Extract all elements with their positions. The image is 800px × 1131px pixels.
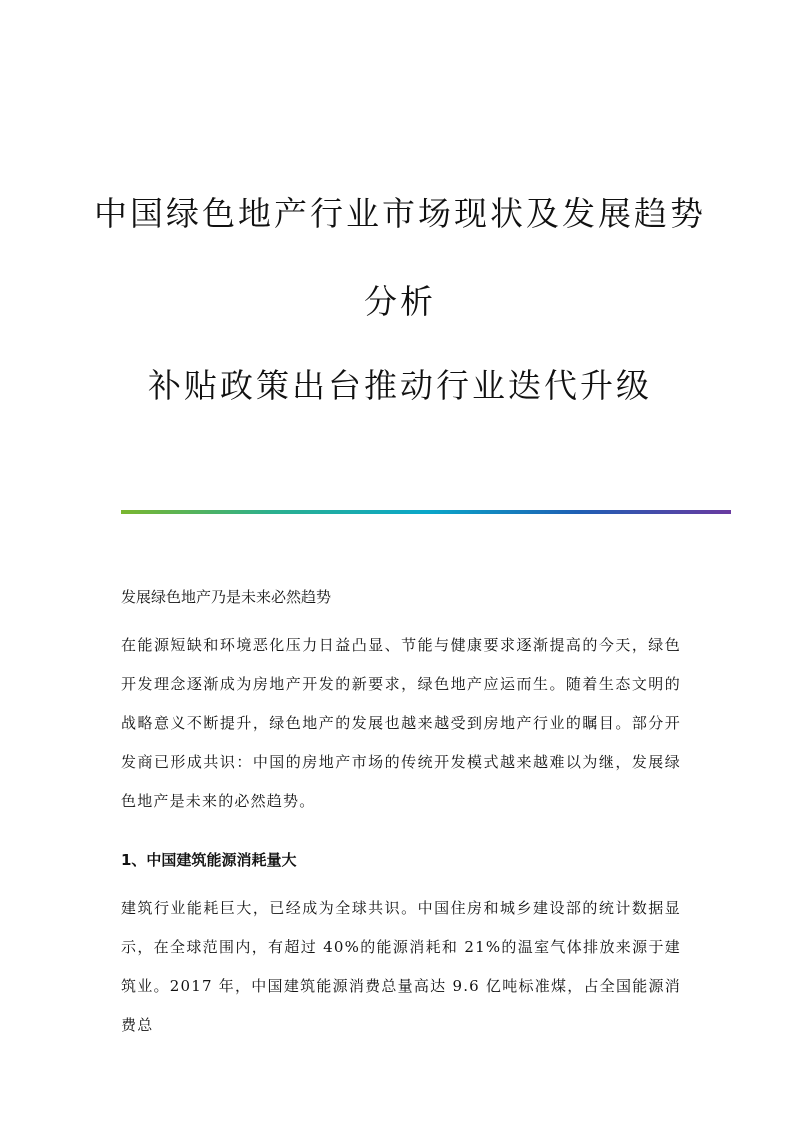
section-heading-energy: 1、中国建筑能源消耗量大 (121, 851, 297, 869)
gradient-divider (121, 510, 731, 514)
document-title-line2: 分析 (364, 282, 436, 321)
document-subtitle: 补贴政策出台推动行业迭代升级 (148, 366, 652, 405)
document-title-line1: 中国绿色地产行业市场现状及发展趋势 (94, 194, 706, 233)
section-paragraph-energy: 建筑行业能耗巨大，已经成为全球共识。中国住房和城乡建设部的统计数据显示，在全球范围内，有超过 40%的能源消耗和 21%的温室气体排放来源于建筑业。2017 年，中国建筑能源消费总量高达 9.6 亿吨标准煤，占全国能源消费总 (121, 899, 681, 1034)
section-paragraph-trend: 在能源短缺和环境恶化压力日益凸显、节能与健康要求逐渐提高的今天，绿色开发理念逐渐成为房地产开发的新要求，绿色地产应运而生。随着生态文明的战略意义不断提升，绿色地产的发展也越来越受到房地产行业的瞩目。部分开发商已形成共识：中国的房地产市场的传统开发模式越来越难以为继，发展绿色地产是未来的必然趋势。 (121, 636, 681, 810)
section-heading-trend: 发展绿色地产乃是未来必然趋势 (121, 588, 332, 606)
